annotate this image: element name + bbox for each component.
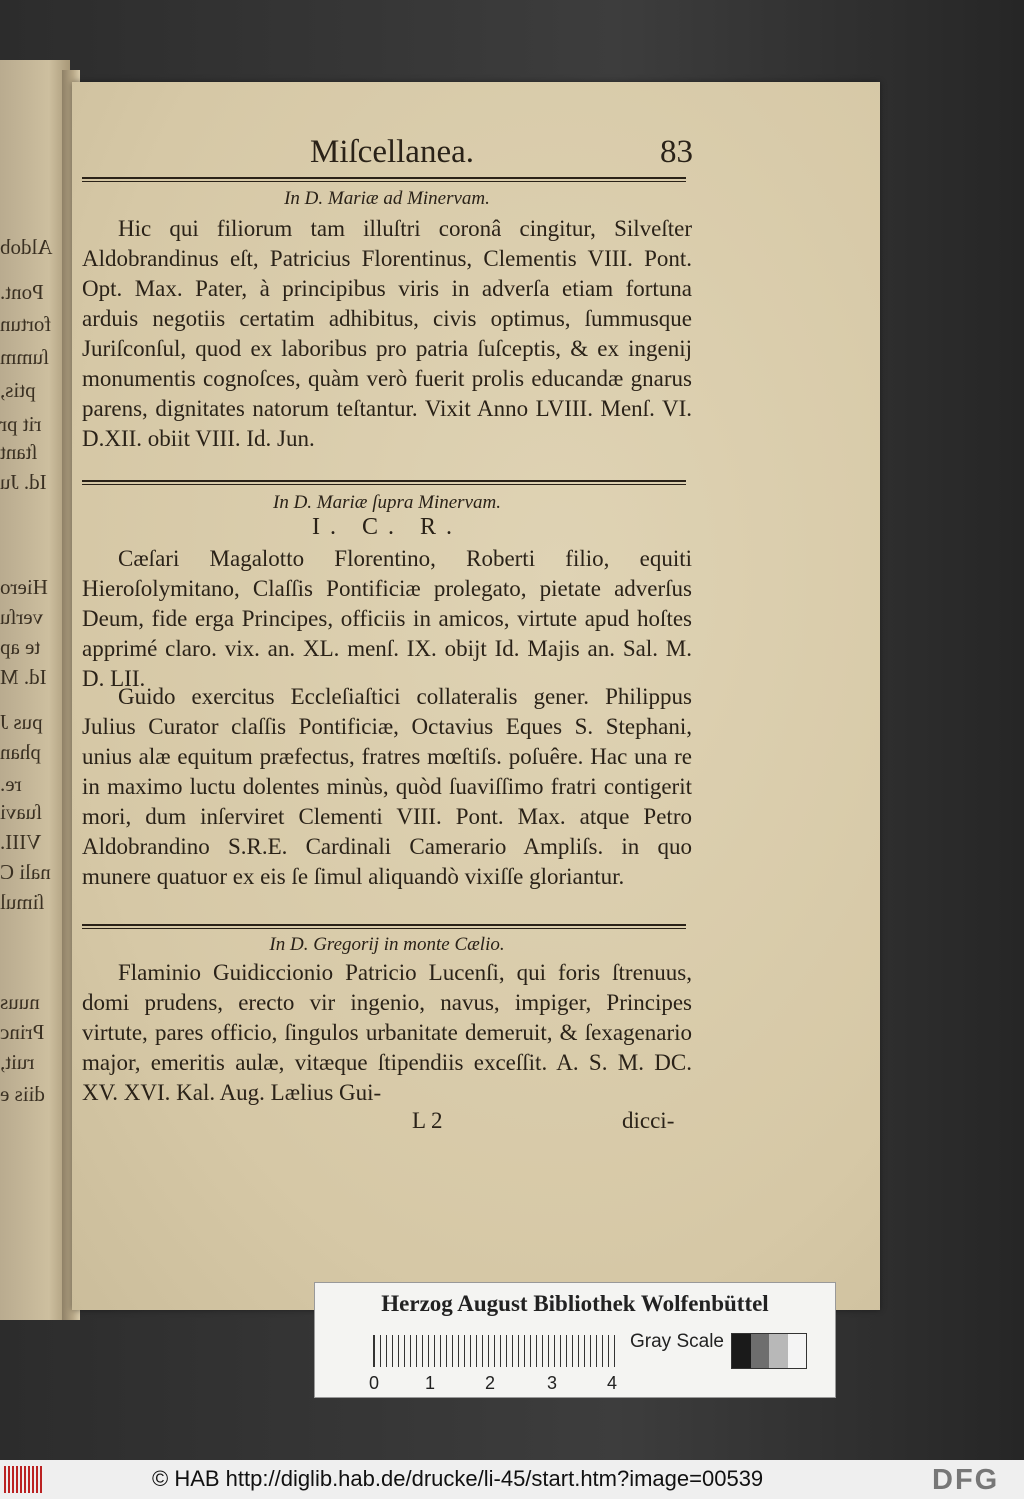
signature-mark: L 2 <box>412 1108 443 1133</box>
paragraph: Hic qui filiorum tam illuſtri coronâ cingitur, Silveſter Aldobrandinus eſt, Patricius Florentinus, Clementis VIII. Pont. Opt. Max. Pater, à principibus viris in adverſa etiam fortuna arduis negotiis certatim adhibitus, civis optimus, ſummusque Juriſconſul, quod ex laboribus pro patria ſuſceptis, & ex ingenij monumentis cognoſces, quàm verò fuerit prolis educandæ gnarus parens, dignitates natorum teſtantur. Vixit Anno LVIII. Menſ. VI. D.XII. obiit VIII. Id. Jun. <box>82 216 692 451</box>
previous-page-text: ſumm <box>0 345 50 369</box>
scale-ruler <box>373 1335 618 1367</box>
library-name: Herzog August Bibliothek Wolfenbüttel <box>381 1291 769 1316</box>
paragraph: Flaminio Guidiccionio Patricio Lucenſi, qui foris ſtrenuus, domi prudens, erecto vir ingenio, navus, impiger, Principes virtute, pares officio, ſingulos urbanitate demeruit, & ſexagenario major, emeritis aulæ, vitæque ſtipendiis exceſſit. A. S. M. DC. XV. XVI. Kal. Aug. Lælius Gui- <box>82 960 692 1105</box>
color-calibration-card <box>314 1282 836 1398</box>
previous-page-text: Princ <box>0 1020 45 1044</box>
previous-page-text: diis e <box>0 1082 45 1106</box>
previous-page-text: verſu <box>0 605 44 629</box>
gray-swatch-cell <box>769 1334 788 1368</box>
previous-page-text: fortun <box>0 312 52 336</box>
section-rule <box>82 924 686 929</box>
gray-swatch-cell <box>751 1334 770 1368</box>
previous-page-text: ſtant <box>0 440 38 464</box>
previous-page-text: rit pr <box>0 412 42 436</box>
scale-label: 0 <box>369 1373 380 1393</box>
previous-page-text: ſimul <box>0 890 45 914</box>
section-subheading: I. C. R. <box>311 514 462 540</box>
gray-swatch-cell <box>788 1334 807 1368</box>
gray-scale-label: Gray Scale <box>630 1331 724 1352</box>
scale-label: 3 <box>547 1373 558 1393</box>
page-number: 83 <box>660 134 693 170</box>
previous-page-text: Id. M <box>0 665 47 689</box>
previous-page-text: VIII. <box>0 830 42 854</box>
previous-page-text: nali C <box>0 860 51 884</box>
hab-barcode-icon <box>4 1466 42 1493</box>
header-rule <box>82 177 686 182</box>
previous-page-text: Aldob <box>0 235 53 259</box>
gray-swatch-cell <box>732 1334 751 1368</box>
previous-page-text: re. <box>0 772 22 796</box>
previous-page-text: phan <box>0 740 41 764</box>
footer-bar <box>0 1460 1024 1499</box>
previous-page-text: Hiero <box>0 575 48 599</box>
running-head: Miſcellanea. <box>310 134 475 170</box>
paragraph: Cæſari Magalotto Florentino, Roberti filio, equiti Hieroſolymitano, Claſſis Pontificiæ prolegato, pietate adverſus Deum, fide erga Principes, officiis in amicos, virtute apud hoſtes apprimé claro. vix. an. XL. menſ. IX. obijt Id. Majis an. Sal. M. D. LII. <box>82 546 692 691</box>
section-heading: In D. Mariæ ad Minervam. <box>284 188 490 209</box>
scale-label: 1 <box>425 1373 436 1393</box>
book-page <box>72 82 880 1310</box>
previous-page-edge <box>0 60 70 1320</box>
previous-page-text: ruit, <box>0 1050 35 1074</box>
section-heading: In D. Gregorij in monte Cælio. <box>269 934 505 955</box>
previous-page-text: nuus <box>0 990 40 1014</box>
paragraph: Guido exercitus Eccleſiaſtici collateralis gener. Philippus Julius Curator claſſis Pontificiæ, Octavius Eques S. Stephani, unius alæ equitum præfectus, fratres mœſtiſs. poſuêre. Hac una re in maximo luctu dolentes minùs, quòd ſuaviſſimo fratri contigerit mori, dum inſerviret Clementi VIII. Pont. Max. atque Petro Aldobrandino S.R.E. Cardinali Camerario Ampliſs. in quo munere quatuor ex eis ſe ſimul aliquandò vixiſſe gloriantur. <box>82 684 692 889</box>
gray-scale-swatch <box>731 1333 807 1369</box>
previous-page-text: te ap <box>0 635 41 659</box>
copyright-link[interactable]: © HAB http://diglib.hab.de/drucke/li-45/start.htm?image=00539 <box>152 1466 764 1491</box>
previous-page-text: ptis, <box>0 378 36 402</box>
previous-page-text: Id. Ju <box>0 470 47 494</box>
previous-page-text: ſuavi <box>0 800 42 824</box>
previous-page-text: Pont. <box>0 280 44 304</box>
scale-label: 4 <box>607 1373 618 1393</box>
catchword: dicci- <box>622 1108 675 1133</box>
scale-label: 2 <box>485 1373 496 1393</box>
dfg-logo: DFG <box>932 1464 1000 1496</box>
section-rule <box>82 480 686 485</box>
section-heading: In D. Mariæ ſupra Minervam. <box>273 492 501 513</box>
previous-page-text: pus J <box>0 710 43 734</box>
